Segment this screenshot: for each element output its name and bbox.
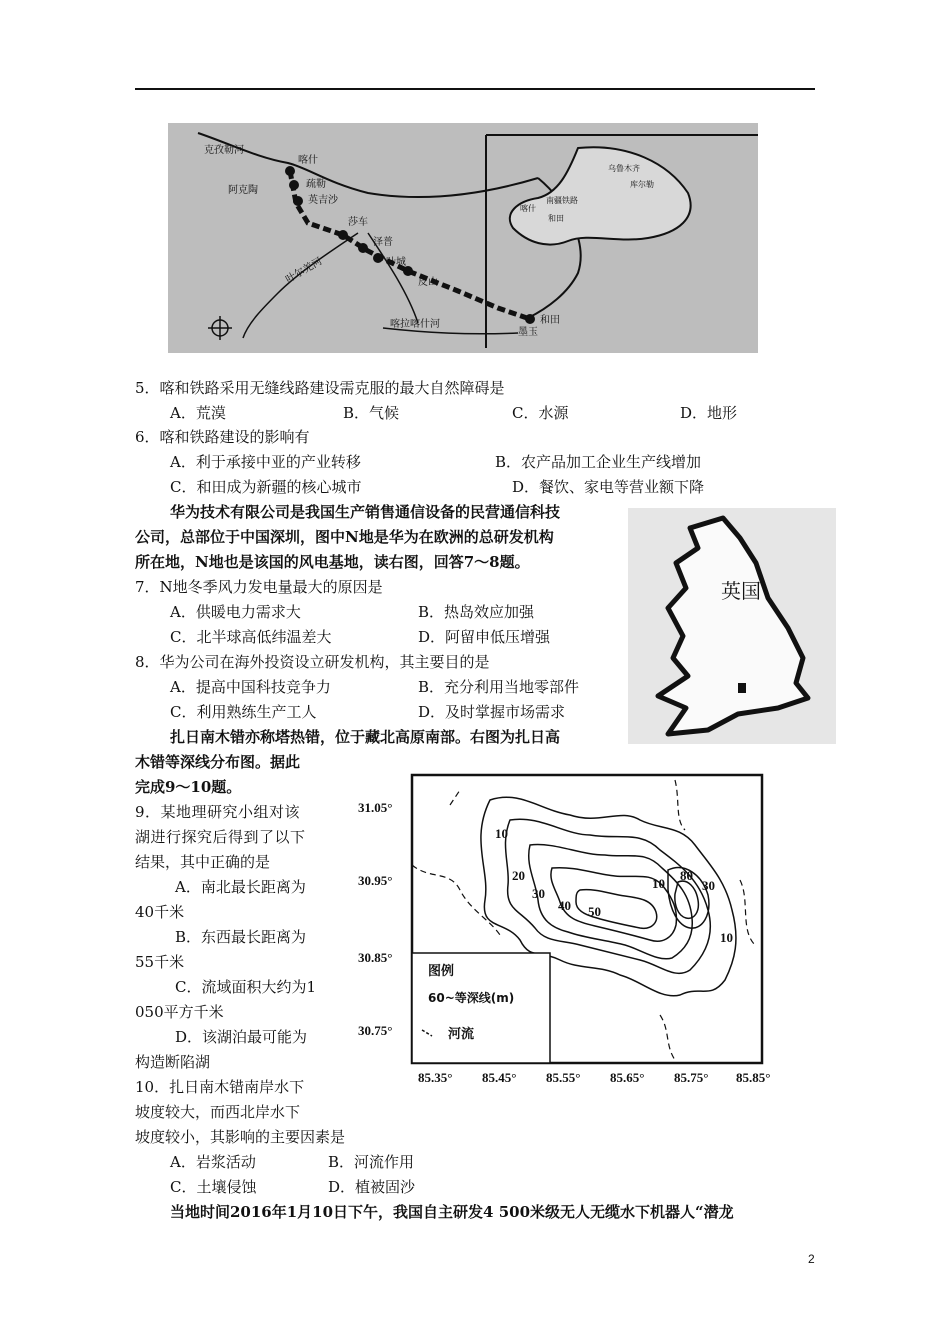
contour-label: 10: [495, 826, 508, 841]
longitude-label: 85.35°: [418, 1070, 453, 1085]
passage-line: 完成9～10题。: [135, 778, 242, 796]
question-6-stem: 6．喀和铁路建设的影响有: [135, 428, 310, 446]
longitude-label: 85.85°: [736, 1070, 771, 1085]
question-10-line: 坡度较大，而西北岸水下: [135, 1103, 301, 1121]
question-8-option-d: D．及时掌握市场需求: [418, 703, 566, 721]
question-9-option-c-cont: 050平方千米: [135, 1003, 224, 1021]
question-10-option-c: C．土壤侵蚀: [170, 1178, 257, 1196]
passage-line: 当地时间2016年1月10日下午，我国自主研发4 500米级无人无缆水下机器人“潜龙: [170, 1203, 734, 1221]
question-6-option-a: A．利于承接中亚的产业转移: [170, 453, 361, 471]
question-9-line: 结果，其中正确的是: [135, 853, 271, 871]
question-10-option-d: D．植被固沙: [328, 1178, 416, 1196]
station-dot: [525, 314, 535, 324]
country-label: 英国: [721, 579, 761, 603]
map-label: 南疆铁路: [546, 196, 578, 205]
uk-map-figure: [628, 508, 836, 744]
passage-line: 木错等深线分布图。据此: [135, 753, 301, 771]
passage-line: 华为技术有限公司是我国生产销售通信设备的民营通信科技: [170, 503, 561, 521]
question-8-option-a: A．提高中国科技竞争力: [170, 678, 331, 696]
map-label: 墨玉: [518, 327, 538, 338]
map-label: 疏勒: [306, 179, 326, 190]
map-background: [168, 123, 758, 353]
question-7-stem: 7．N地冬季风力发电量最大的原因是: [135, 578, 383, 596]
station-dot: [285, 166, 295, 176]
railway-map-figure: [168, 123, 758, 353]
longitude-label: 85.75°: [674, 1070, 709, 1085]
map-label: 和田: [540, 315, 560, 326]
legend-river-label: 河流: [448, 1027, 475, 1042]
latitude-label: 30.95°: [358, 873, 393, 888]
map-label: 库尔勒: [630, 180, 654, 189]
question-8-stem: 8．华为公司在海外投资设立研发机构，其主要目的是: [135, 653, 490, 671]
question-9-line: 湖进行探究后得到了以下: [135, 828, 306, 846]
question-5-option-d: D．地形: [680, 404, 738, 422]
map-label: 克孜勒河: [204, 145, 244, 156]
map-label: 莎车: [348, 217, 368, 228]
map-label: 叶城: [386, 257, 406, 268]
question-10-line: 坡度较小，其影响的主要因素是: [135, 1128, 346, 1146]
station-dot: [338, 230, 348, 240]
station-dot: [358, 243, 368, 253]
contour-label: 10: [652, 876, 665, 891]
contour-label: 30: [532, 886, 545, 901]
question-6-option-c: C．和田成为新疆的核心城市: [170, 478, 362, 496]
legend-contour-label: 60~等深线(m): [428, 991, 515, 1005]
page-number: 2: [808, 1252, 815, 1266]
question-9-option-c: C．流域面积大约为1: [175, 978, 317, 996]
map-label: 英吉沙: [308, 195, 338, 206]
question-5-option-b: B．气候: [343, 404, 400, 422]
map-label: 泽普: [373, 237, 393, 248]
station-dot: [293, 196, 303, 206]
question-5-option-c: C．水源: [512, 404, 569, 422]
question-9-line: 9．某地理研究小组对该: [135, 803, 301, 821]
longitude-label: 85.65°: [610, 1070, 645, 1085]
passage-line: 所在地，N地也是该国的风电基地，读右图，回答7～8题。: [135, 553, 530, 571]
map-label: 喀拉喀什河: [390, 319, 440, 330]
question-7-option-a: A．供暖电力需求大: [170, 603, 301, 621]
contour-label: 10: [720, 930, 733, 945]
question-5-stem: 5．喀和铁路采用无缝线路建设需克服的最大自然障碍是: [135, 379, 505, 397]
question-7-option-d: D．阿留申低压增强: [418, 628, 551, 646]
question-5-option-a: A．荒漠: [170, 404, 226, 422]
question-6-option-d: D．餐饮、家电等营业额下降: [512, 478, 705, 496]
question-9-option-a-cont: 40千米: [135, 903, 185, 921]
passage-line: 扎日南木错亦称塔热错，位于藏北高原南部。右图为扎日高: [170, 728, 561, 746]
question-7-option-b: B．热岛效应加强: [418, 603, 535, 621]
question-10-line: 10．扎日南木错南岸水下: [135, 1078, 305, 1096]
question-9-option-b-cont: 55千米: [135, 953, 185, 971]
question-10-option-a: A．岩浆活动: [170, 1153, 256, 1171]
question-9-option-d: D．该湖泊最可能为: [175, 1028, 308, 1046]
longitude-label: 85.55°: [546, 1070, 581, 1085]
question-8-option-b: B．充分利用当地零部件: [418, 678, 580, 696]
question-6-option-b: B．农产品加工企业生产线增加: [495, 453, 702, 471]
map-label: 喀什: [298, 155, 318, 166]
map-label: 阿克陶: [228, 185, 258, 196]
question-7-option-c: C．北半球高低纬温差大: [170, 628, 332, 646]
contour-label: 40: [558, 898, 571, 913]
question-10-option-b: B．河流作用: [328, 1153, 415, 1171]
latitude-label: 30.75°: [358, 1023, 393, 1038]
lake-depth-map-figure: [340, 770, 810, 1100]
header-rule: [135, 88, 815, 90]
contour-label: 30: [702, 878, 715, 893]
station-dot: [289, 180, 299, 190]
question-9-option-b: B．东西最长距离为: [175, 928, 307, 946]
contour-label: 80: [680, 868, 693, 883]
latitude-label: 31.05°: [358, 800, 393, 815]
station-dot: [373, 253, 383, 263]
question-9-option-a: A．南北最长距离为: [175, 878, 306, 896]
contour-label: 50: [588, 904, 601, 919]
map-label: 皮山: [418, 277, 438, 288]
map-label: 喀什: [520, 204, 536, 213]
location-marker-icon: [738, 683, 746, 693]
longitude-label: 85.45°: [482, 1070, 517, 1085]
passage-line: 公司，总部位于中国深圳，图中N地是华为在欧洲的总研发机构: [135, 528, 554, 546]
contour-label: 20: [512, 868, 525, 883]
latitude-label: 30.85°: [358, 950, 393, 965]
map-label: 和田: [548, 214, 564, 223]
question-8-option-c: C．利用熟练生产工人: [170, 703, 317, 721]
map-label: 乌鲁木齐: [608, 164, 640, 173]
question-9-option-d-cont: 构造断陷湖: [135, 1053, 211, 1071]
map-label: 叶尔羌河: [284, 256, 325, 286]
legend-title: 图例: [428, 964, 455, 979]
